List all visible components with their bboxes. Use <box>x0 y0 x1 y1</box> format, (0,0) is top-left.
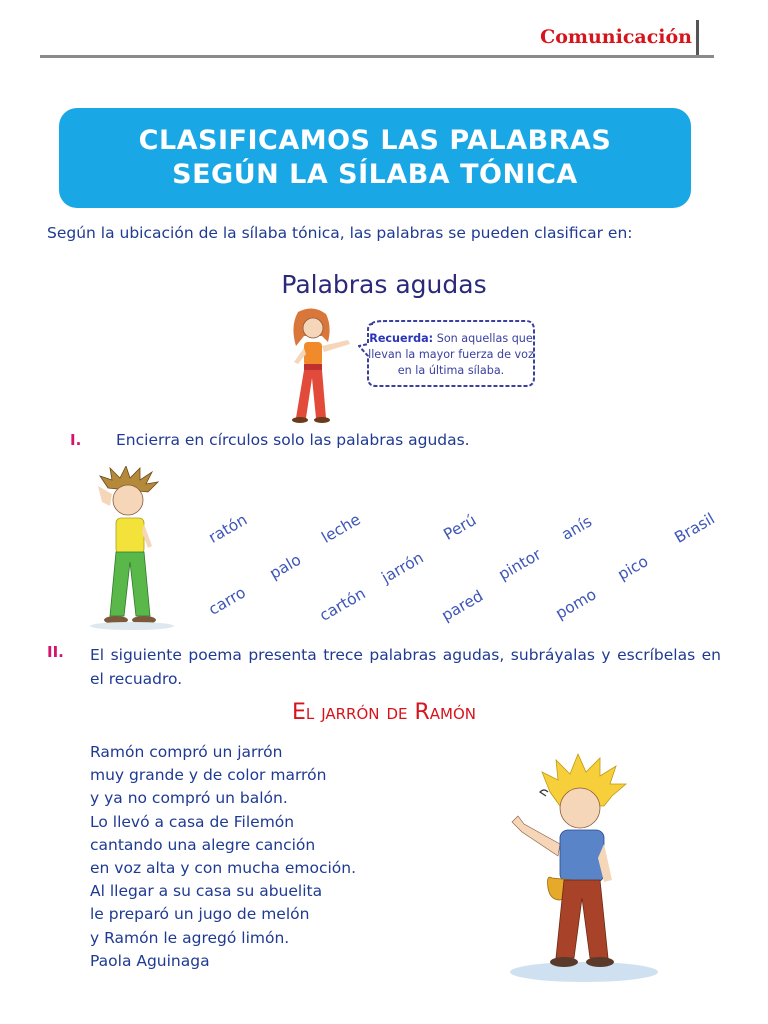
word-anis[interactable]: anís <box>558 512 595 544</box>
subject-title: Comunicación <box>540 26 692 48</box>
poem-title: El jarrón de Ramón <box>291 700 477 725</box>
word-pomo[interactable]: pomo <box>552 585 600 623</box>
bubble-text <box>366 331 536 379</box>
banner-line-2: SEGÚN LA SÍLABA TÓNICA <box>172 159 578 190</box>
item-1-number: I. <box>70 431 82 449</box>
word-brasil[interactable]: Brasil <box>671 509 718 547</box>
poem-line: Lo llevó a casa de Filemón <box>90 812 295 831</box>
poem-line: Ramón compró un jarrón <box>90 743 283 761</box>
section-title: Palabras agudas <box>281 270 487 299</box>
word-carro[interactable]: carro <box>205 583 249 619</box>
word-pico[interactable]: pico <box>614 552 652 584</box>
intro-paragraph: Según la ubicación de la sílaba tónica, las palabras se pueden clasificar en: <box>47 224 633 242</box>
girl-illustration-icon <box>268 306 358 428</box>
poem-line: y ya no compró un balón. <box>90 789 288 808</box>
poem-body <box>90 741 356 973</box>
word-jarron[interactable]: jarrón <box>378 548 427 587</box>
poem-line: le preparó un jugo de melón <box>90 905 310 924</box>
poem-line: cantando una alegre canción <box>90 835 316 854</box>
bubble-label: Recuerda: <box>369 332 434 345</box>
word-palo[interactable]: palo <box>266 550 305 583</box>
word-peru[interactable]: Perú <box>440 510 480 544</box>
poem-line: muy grande y de color marrón <box>90 766 327 785</box>
boy-with-jug-illustration-icon <box>500 748 660 984</box>
word-pared[interactable]: pared <box>438 586 487 625</box>
bubble-body: Son aquellas que llevan la mayor fuerza de voz en la última sílaba. <box>368 332 534 377</box>
poem-line: en voz alta y con mucha emoción. <box>90 859 357 878</box>
word-carton[interactable]: cartón <box>316 584 369 625</box>
banner-line-1: CLASIFICAMOS LAS PALABRAS <box>138 125 612 156</box>
title-banner <box>59 108 691 208</box>
boy-illustration-icon <box>88 466 196 630</box>
poem-line: y Ramón le agregó limón. <box>90 928 290 947</box>
header-divider <box>696 20 699 56</box>
item-2-number: II. <box>47 643 64 661</box>
header-rule <box>40 55 714 58</box>
poem-line: Al llegar a su casa su abuelita <box>90 882 323 901</box>
word-pintor[interactable]: pintor <box>495 545 545 584</box>
poem-author: Paola Aguinaga <box>90 951 210 970</box>
item-2-instruction: El siguiente poema presenta trece palabras agudas, subráyalas y escríbelas en el recuadro. <box>90 646 721 688</box>
word-raton[interactable]: ratón <box>205 510 251 547</box>
item-1-instruction: Encierra en círculos solo las palabras agudas. <box>116 431 470 449</box>
word-leche[interactable]: leche <box>318 510 364 547</box>
